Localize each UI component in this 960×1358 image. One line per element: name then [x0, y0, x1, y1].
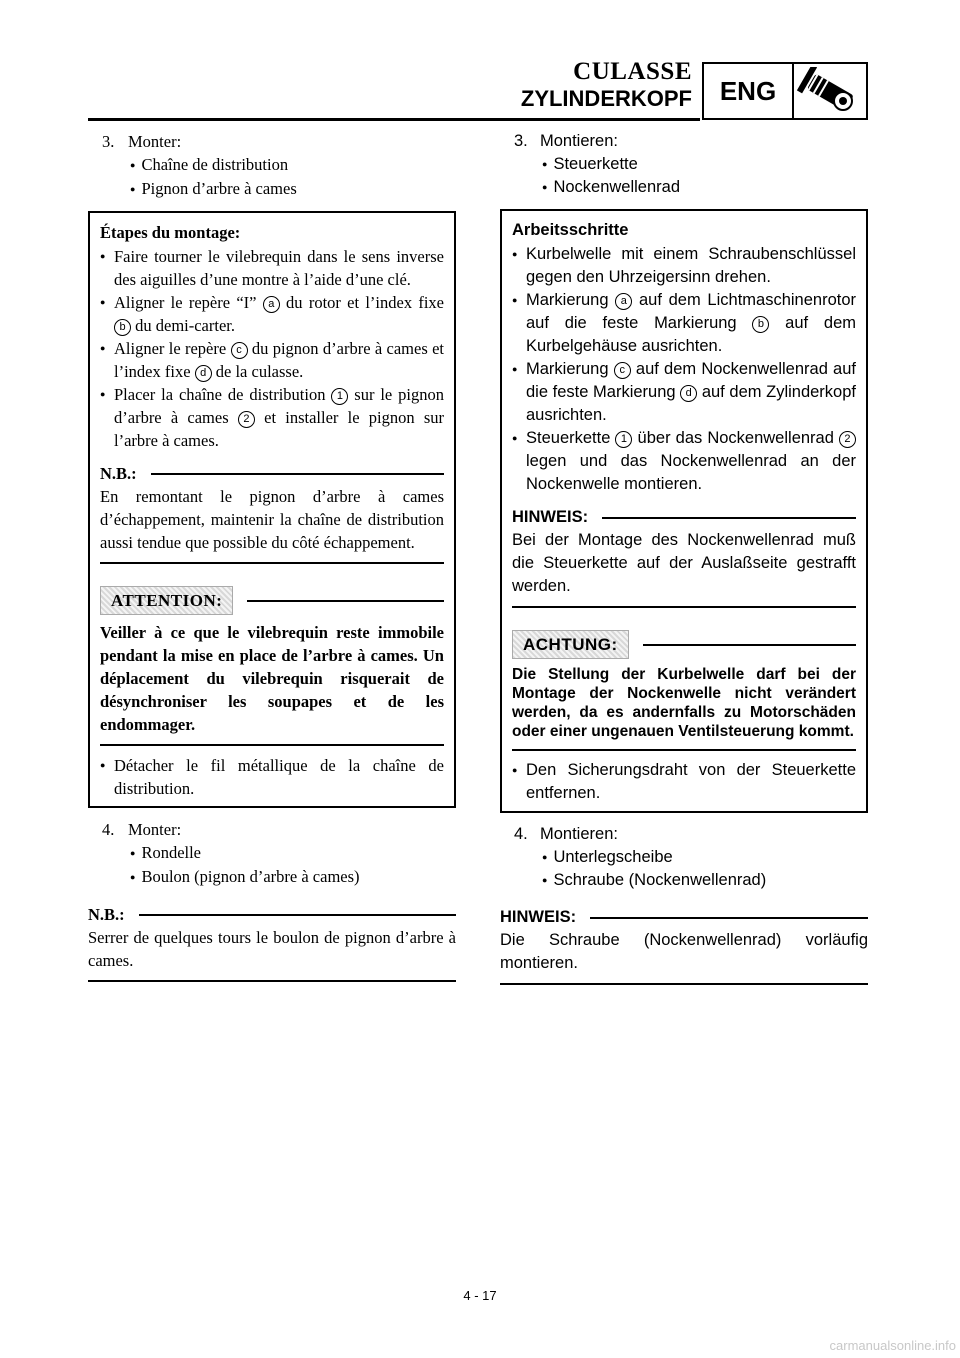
- fr-procedure-step: ● Détacher le fil métallique de la chaîne de distribution.: [100, 754, 444, 800]
- fr-note-text: En remontant le pignon d’arbre à cames d’échappement, maintenir la chaîne de distribution aussi tendue que possible du côté échappement.: [100, 487, 444, 552]
- de-procedure-heading: Arbeitsschritte: [512, 221, 629, 239]
- fr-note2-label: N.B.:: [88, 903, 456, 926]
- fr-step-4-label: Monter:: [128, 820, 182, 839]
- de-note2-end-rule: [500, 983, 868, 985]
- fr-procedure-step: ● Aligner le repère “I” a du rotor et l’index fixe b du demi-carter.: [100, 291, 444, 337]
- fr-step-4-number: 4.: [102, 820, 115, 839]
- de-step-4-item: ● Unterlegscheibe: [542, 846, 868, 869]
- de-procedure-step: ● Steuerkette 1 über das Nockenwellenrad 2 legen und das Nockenwellenrad an der Nockenwelle montieren.: [512, 427, 856, 496]
- fr-step-3-number: 3.: [102, 132, 115, 151]
- ref-1: 1: [331, 388, 348, 405]
- de-procedure-step: ● Kurbelwelle mit einem Schraubenschlüssel gegen den Uhrzeigersinn drehen.: [512, 243, 856, 289]
- header-rule: [88, 118, 700, 121]
- fr-caution-text: Veiller à ce que le vilebrequin reste immobile pendant la mise en place de l’arbre à cames. Un déplacement du vilebrequin risquerait de désynchroniser les soupapes et de les endommager.: [100, 623, 444, 734]
- fr-step-4: [102, 818, 456, 841]
- de-step-3-item: ● Nockenwellenrad: [542, 176, 868, 199]
- de-procedure-box: [500, 209, 868, 813]
- ref-b: b: [114, 319, 131, 336]
- de-note2-label: HINWEIS:: [500, 906, 868, 929]
- de-note-text: Bei der Montage des Nockenwellenrad muß die Steuerkette auf der Auslaßseite gestrafft werden.: [512, 531, 856, 595]
- fr-note2-text: Serrer de quelques tours le boulon de pignon d’arbre à cames.: [88, 928, 456, 970]
- fr-caution-label-row: [100, 586, 444, 615]
- ref-b: b: [752, 316, 769, 333]
- header-title-de: ZYLINDERKOPF: [520, 86, 692, 111]
- fr-note-label: N.B.:: [100, 462, 444, 485]
- ref-a: a: [615, 293, 632, 310]
- section-badge-box: [702, 62, 868, 120]
- de-step-3-number: 3.: [514, 132, 528, 150]
- ref-d: d: [680, 385, 697, 402]
- fr-procedure-box: [88, 211, 456, 808]
- section-badge: ENG: [704, 64, 794, 118]
- de-step-3: [514, 130, 868, 153]
- engine-wrench-icon: [794, 64, 866, 118]
- de-note-label: HINWEIS:: [512, 506, 856, 529]
- de-caution-label-row: [512, 630, 856, 659]
- de-note2-text: Die Schraube (Nockenwellenrad) vorläufig montieren.: [500, 931, 868, 972]
- fr-procedure-heading: Étapes du montage:: [100, 223, 241, 242]
- fr-caution-label: ATTENTION:: [100, 586, 233, 615]
- de-procedure-step: ● Den Sicherungsdraht von der Steuerkette entfernen.: [512, 759, 856, 805]
- de-step-4-label: Montieren:: [540, 825, 618, 843]
- fr-procedure-step: ● Placer la chaîne de distribution 1 sur le pignon d’arbre à cames 2 et installer le pignon sur l’arbre à cames.: [100, 383, 444, 452]
- ref-1: 1: [615, 431, 632, 448]
- de-step-4-item: ● Schraube (Nockenwellenrad): [542, 869, 868, 892]
- fr-procedure-step: ● Aligner le repère c du pignon d’arbre à cames et l’index fixe d de la culasse.: [100, 337, 444, 383]
- ref-2: 2: [238, 411, 255, 428]
- ref-a: a: [263, 296, 280, 313]
- page-number: 4 - 17: [463, 1288, 497, 1303]
- de-caution-label: ACHTUNG:: [512, 630, 629, 659]
- fr-step-3-item: ● Pignon d’arbre à cames: [130, 177, 456, 201]
- de-step-4: [514, 823, 868, 846]
- footer-watermark: carmanualsonline.info: [829, 1338, 956, 1353]
- ref-d: d: [195, 365, 212, 382]
- de-step-4-number: 4.: [514, 825, 528, 843]
- fr-note2-end-rule: [88, 980, 456, 982]
- fr-step-4-item: ● Rondelle: [130, 841, 456, 865]
- ref-c: c: [614, 362, 631, 379]
- de-note-end-rule: [512, 606, 856, 608]
- fr-step-4-item: ● Boulon (pignon d’arbre à cames): [130, 865, 456, 889]
- fr-step-3: [102, 130, 456, 153]
- header-title-fr: CULASSE: [573, 58, 692, 85]
- german-column: [500, 128, 868, 985]
- de-procedure-step: ● Markierung c auf dem Nockenwellenrad auf die feste Markierung d auf dem Zylinderkopf ausrichten.: [512, 358, 856, 427]
- fr-step-3-label: Monter:: [128, 132, 182, 151]
- de-step-3-label: Montieren:: [540, 132, 618, 150]
- fr-step-3-item: ● Chaîne de distribution: [130, 153, 456, 177]
- de-caution-text: Die Stellung der Kurbelwelle darf bei der Montage der Nockenwelle nicht verändert werden, da es andernfalls zu Motorschäden oder einer ungenauen Ventilsteuerung kommt.: [512, 666, 856, 740]
- ref-c: c: [231, 342, 248, 359]
- de-procedure-step: ● Markierung a auf dem Lichtmaschinenrotor auf die feste Markierung b auf dem Kurbelgehäuse ausrichten.: [512, 289, 856, 358]
- french-column: [88, 128, 456, 982]
- de-step-3-item: ● Steuerkette: [542, 153, 868, 176]
- ref-2: 2: [839, 431, 856, 448]
- de-caution-end-rule: [512, 749, 856, 751]
- fr-procedure-step: ● Faire tourner le vilebrequin dans le sens inverse des aiguilles d’une montre à l’aide d’une clé.: [100, 245, 444, 291]
- fr-note-end-rule: [100, 562, 444, 564]
- fr-caution-end-rule: [100, 744, 444, 746]
